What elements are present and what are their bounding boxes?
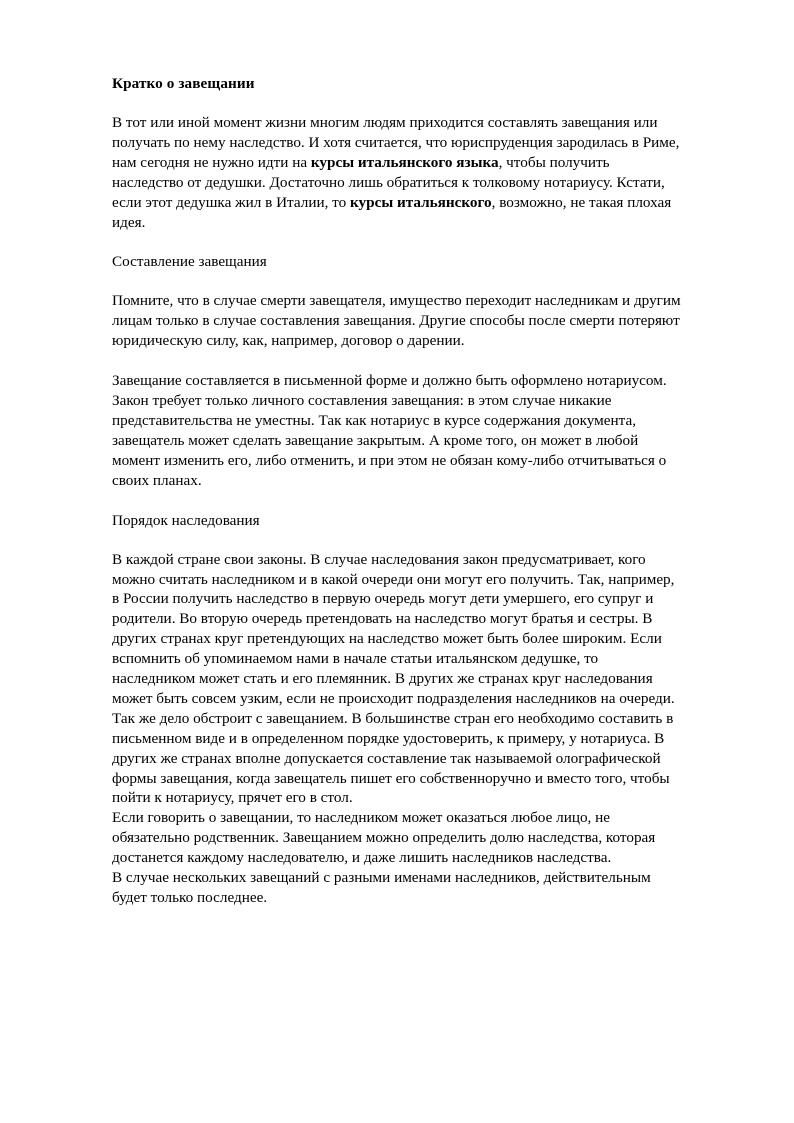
section-inheritance-paragraph-2: Так же дело обстроит с завещанием. В большинстве стран его необходимо составить в письменном виде и в определенном порядке удостоверить, к примеру, у нотариуса. В других же странах вполне допускается составление так называемой олографической формы завещания, когда завещатель пишет его собственноручно и вместо того, чтобы пойти к нотариусу, прячет его в стол. <box>112 709 674 807</box>
document-body <box>112 74 684 928</box>
intro-text-part-2: , чтобы получить наследство от дедушки. Достаточно лишь обратиться к толковому нотариусу. Кстати, если этот дедушка жил в Италии, то <box>112 153 665 211</box>
intro-paragraph <box>112 113 684 232</box>
intro-bold-phrase-2: курсы итальянского <box>350 193 492 211</box>
section-drafting-paragraph-2: Завещание составляется в письменной форме и должно быть оформлено нотариусом. Закон требует только личного составления завещания: в этом случае никакие представительства не уместны. Так как нотариус в курсе содержания документа, завещатель может сделать завещание закрытым. А кроме того, он может в любой момент изменить его, либо отменить, и при этом не обязан кому-либо отчитываться о своих планах. <box>112 372 667 489</box>
intro-text-part-3: , возможно, не такая плохая идея. <box>112 193 672 231</box>
section-heading-order-of-inheritance: Порядок наследования <box>112 511 260 529</box>
section-inheritance-paragraph-4: В случае нескольких завещаний с разными именами наследников, действительным будет только последнее. <box>112 869 651 906</box>
section-inheritance-paragraph-3: Если говорить о завещании, то наследником может оказаться любое лицо, не обязательно родственник. Завещанием можно определить долю наследства, которая достанется каждому наследователю, и даже лишить наследников наследства. <box>112 809 656 867</box>
section-drafting-paragraph-1: Помните, что в случае смерти завещателя, имущество переходит наследникам и другим лицам только в случае составления завещания. Другие способы после смерти потеряют юридическую силу, как, например, договор о дарении. <box>112 292 681 350</box>
section-heading-drafting: Составление завещания <box>112 253 267 271</box>
intro-text-part-1: В тот или иной момент жизни многим людям приходится составлять завещания или получать по нему наследство. И хотя считается, что юриспруденция зародилась в Риме, нам сегодня не нужно идти на <box>112 114 680 171</box>
intro-bold-phrase-1: курсы итальянского языка <box>310 153 499 171</box>
page-title: Кратко о завещании <box>112 75 255 92</box>
section-inheritance-paragraph-1: В каждой стране свои законы. В случае наследования закон предусматривает, кого можно считать наследником и в какой очереди они могут его получить. Так, например, в России получить наследство в первую очередь могут дети умершего, его супруг и родители. Во вторую очередь претендовать на наследство могут братья и сестры. В других странах круг претендующих на наследство может быть более широким. Если вспомнить об упоминаемом нами в начале статьи итальянском дедушке, то наследником может стать и его племянник. В других же странах круг наследования может быть совсем узким, если не происходит подразделения наследников на очереди. <box>112 550 675 707</box>
section-inheritance-paragraph-group <box>112 550 684 908</box>
